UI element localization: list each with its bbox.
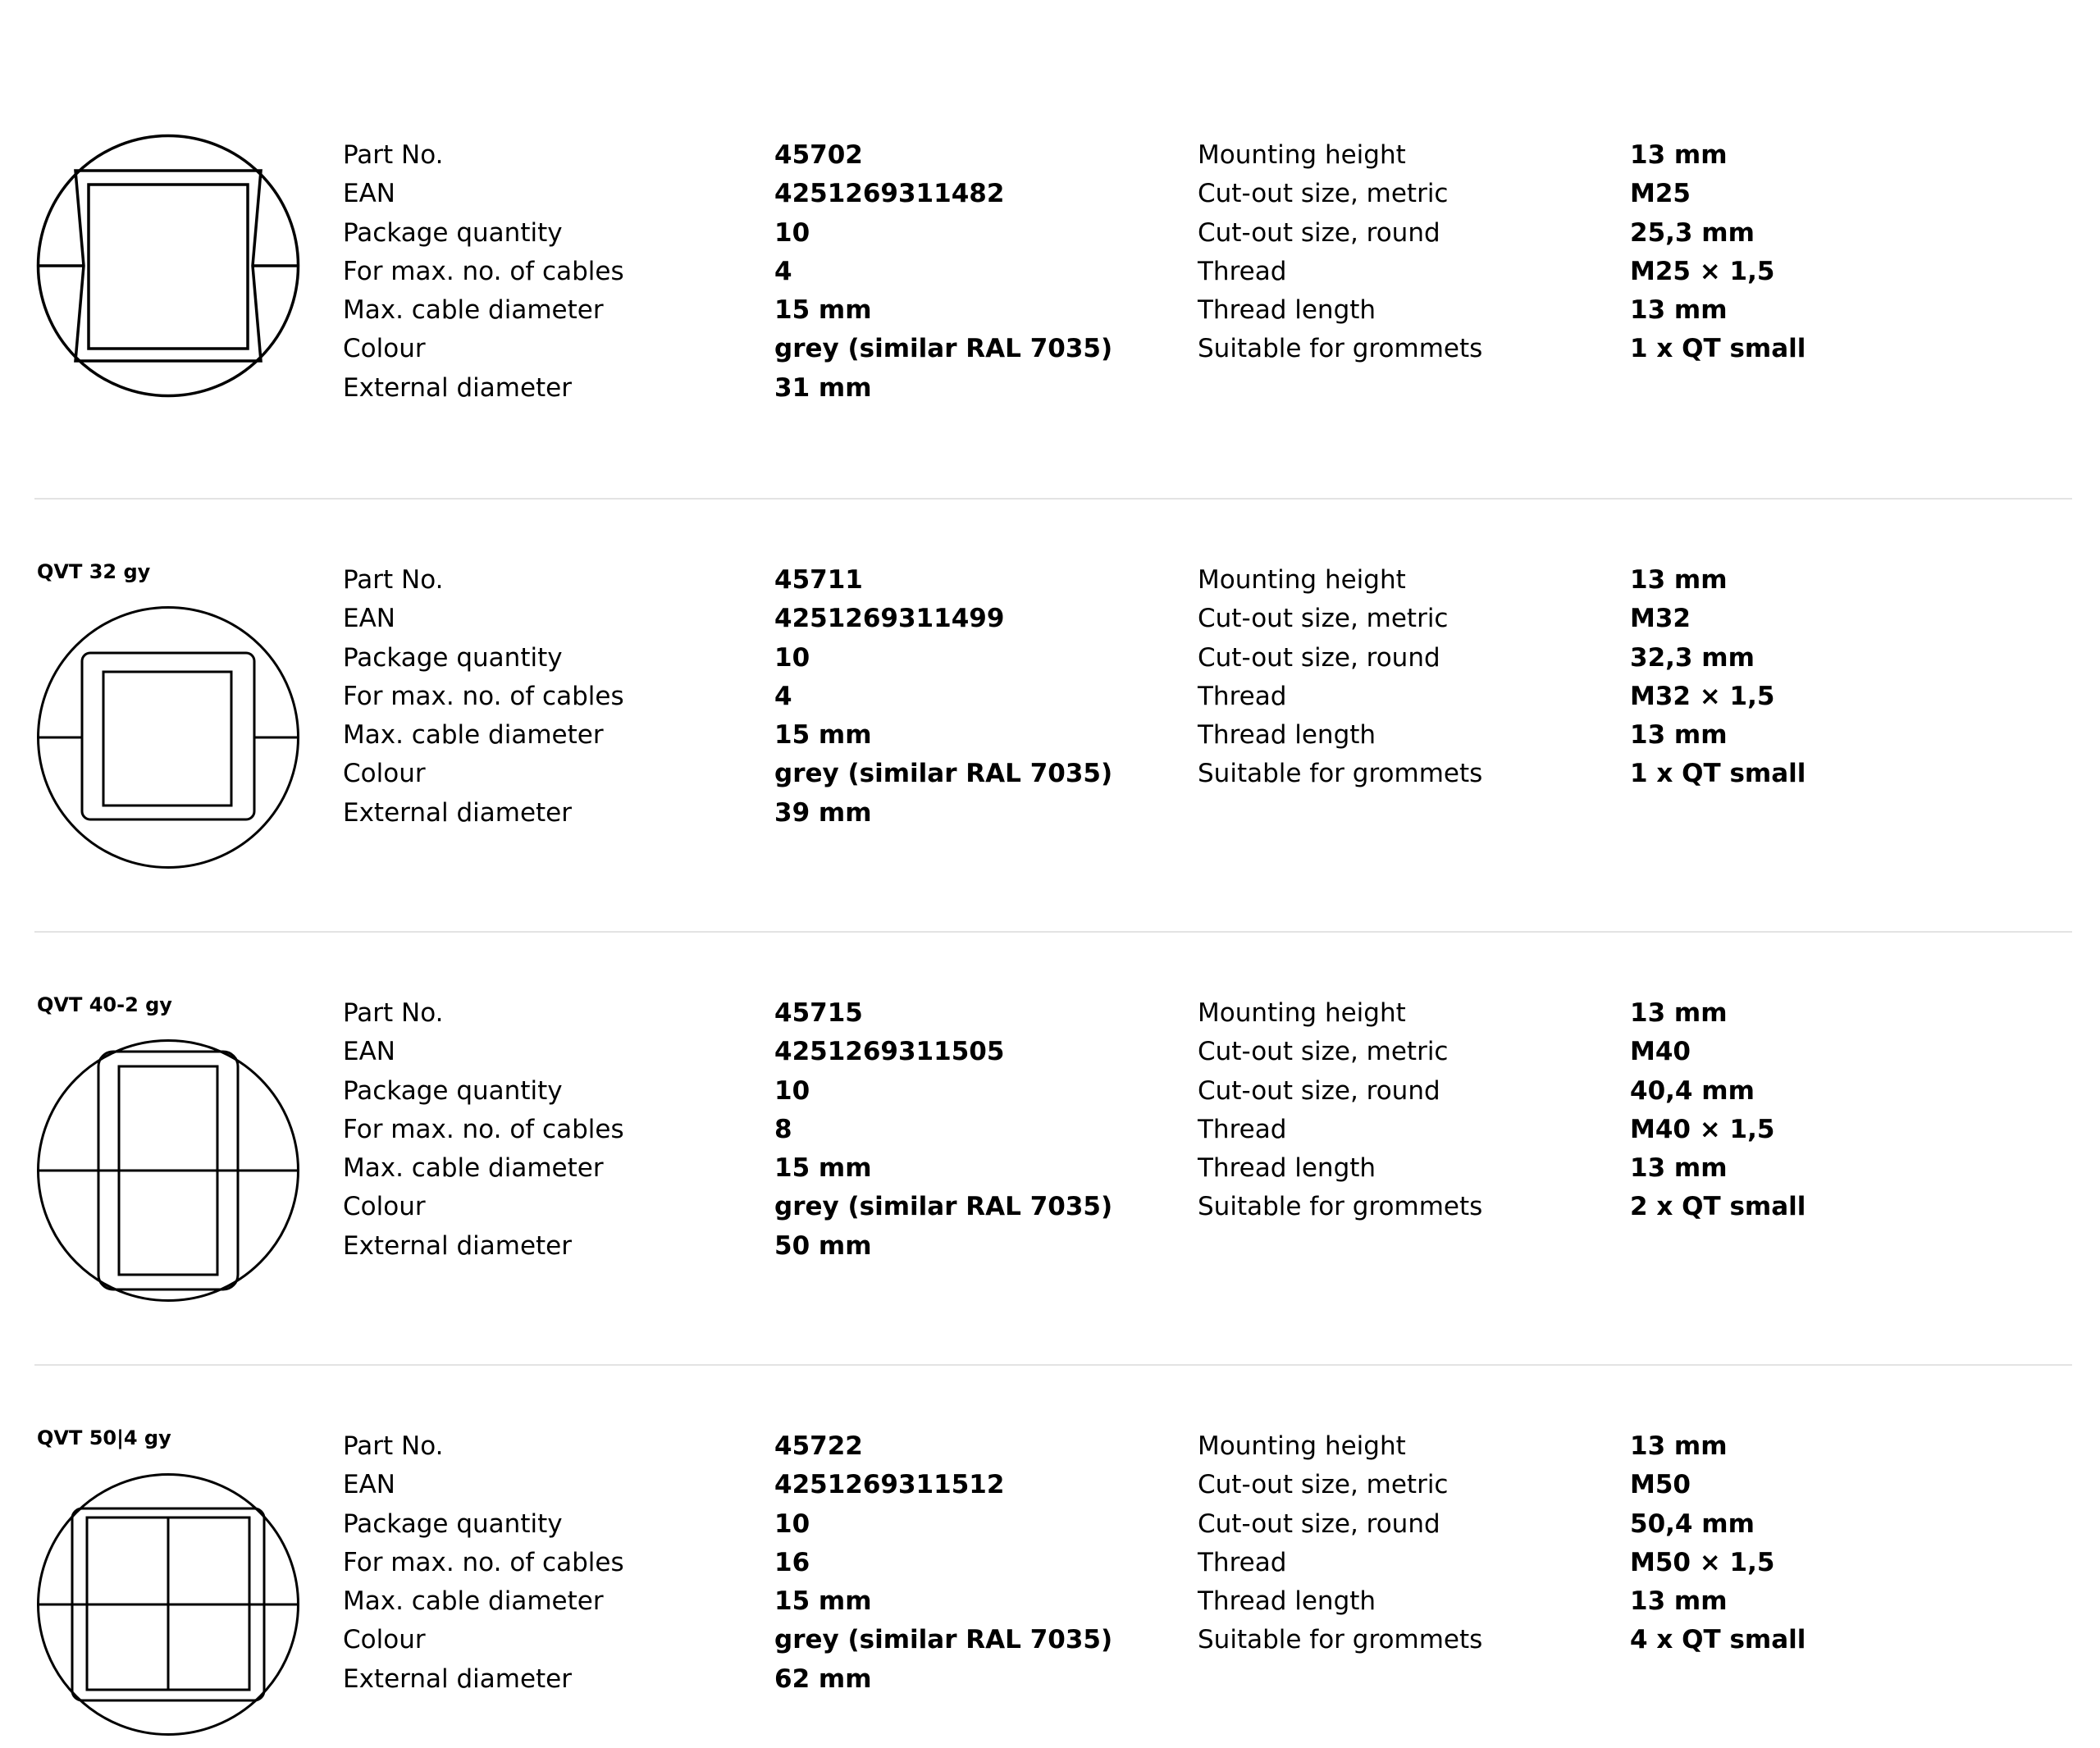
spec-label: Package quantity: [343, 642, 563, 673]
spec-label: Mounting height: [1198, 565, 1406, 595]
spec-value: M50: [1630, 1470, 1691, 1500]
spec-label: Thread: [1198, 1114, 1287, 1144]
spec-label: EAN: [343, 1470, 395, 1500]
product-drawing-icon: [36, 1038, 300, 1303]
spec-value: 13 mm: [1630, 720, 1728, 751]
spec-values-secondary: [1630, 994, 1806, 1227]
spec-value: 45702: [774, 140, 863, 170]
spec-value: 50 mm: [774, 1230, 872, 1261]
spec-values-secondary: [1630, 561, 1806, 794]
spec-label: Mounting height: [1198, 1431, 1406, 1461]
spec-value: 39 mm: [774, 797, 872, 828]
spec-label: EAN: [343, 179, 395, 209]
spec-labels-secondary: [1198, 136, 1482, 369]
spec-label: Max. cable diameter: [343, 1586, 604, 1617]
spec-value: 4251269311499: [774, 604, 1005, 634]
product-drawing-icon: [36, 134, 300, 398]
spec-value: grey (similar RAL 7035): [774, 759, 1113, 789]
spec-label: Mounting height: [1198, 998, 1406, 1028]
spec-labels-primary: [343, 1427, 624, 1699]
spec-label: Cut-out size, round: [1198, 1075, 1440, 1106]
spec-value: 15 mm: [774, 720, 872, 751]
spec-label: Cut-out size, metric: [1198, 179, 1449, 209]
spec-label: Cut-out size, round: [1198, 217, 1440, 248]
spec-label: External diameter: [343, 797, 572, 828]
spec-labels-secondary: [1198, 1427, 1482, 1660]
spec-label: Thread length: [1198, 1586, 1376, 1617]
spec-label: For max. no. of cables: [343, 1547, 624, 1577]
spec-value: 4: [774, 681, 792, 711]
spec-value: 50,4 mm: [1630, 1508, 1755, 1539]
spec-value: 4 x QT small: [1630, 1625, 1806, 1655]
spec-value: 1 x QT small: [1630, 759, 1806, 789]
spec-value: 62 mm: [774, 1664, 872, 1694]
spec-value: grey (similar RAL 7035): [774, 1625, 1113, 1655]
spec-label: Package quantity: [343, 1075, 563, 1106]
spec-label: Cut-out size, round: [1198, 642, 1440, 673]
spec-value: 31 mm: [774, 372, 872, 403]
spec-label: Colour: [343, 1192, 426, 1222]
spec-label: Suitable for grommets: [1198, 1625, 1483, 1655]
section-divider: [34, 1364, 2072, 1366]
spec-value: 13 mm: [1630, 295, 1728, 326]
spec-value: 10: [774, 1075, 810, 1106]
spec-value: 45722: [774, 1431, 863, 1461]
spec-value: 10: [774, 1508, 810, 1539]
spec-label: Thread length: [1198, 720, 1376, 751]
spec-values-primary: [774, 994, 1112, 1266]
spec-value: 13 mm: [1630, 1431, 1728, 1461]
spec-label: Max. cable diameter: [343, 295, 604, 326]
spec-label: Part No.: [343, 565, 444, 595]
spec-value: M40 × 1,5: [1630, 1114, 1775, 1144]
spec-label: Colour: [343, 759, 426, 789]
spec-value: 13 mm: [1630, 998, 1728, 1028]
spec-value: M50 × 1,5: [1630, 1547, 1775, 1577]
product-drawing-icon: [36, 1472, 300, 1737]
spec-value: M25: [1630, 179, 1691, 209]
spec-label: Colour: [343, 1625, 426, 1655]
spec-label: EAN: [343, 1037, 395, 1067]
spec-label: Max. cable diameter: [343, 720, 604, 751]
spec-label: Suitable for grommets: [1198, 1192, 1483, 1222]
spec-value: 45715: [774, 998, 863, 1028]
spec-value: 13 mm: [1630, 565, 1728, 595]
spec-value: 13 mm: [1630, 1586, 1728, 1617]
spec-value: 32,3 mm: [1630, 642, 1755, 673]
spec-value: 2 x QT small: [1630, 1192, 1806, 1222]
spec-label: Suitable for grommets: [1198, 759, 1483, 789]
spec-label: Thread length: [1198, 295, 1376, 326]
spec-value: 45711: [774, 565, 863, 595]
spec-value: 1 x QT small: [1630, 334, 1806, 364]
spec-value: 40,4 mm: [1630, 1075, 1755, 1106]
spec-value: M25 × 1,5: [1630, 256, 1775, 286]
spec-value: 8: [774, 1114, 792, 1144]
spec-value: M40: [1630, 1037, 1691, 1067]
spec-label: Thread: [1198, 256, 1287, 286]
spec-label: Mounting height: [1198, 140, 1406, 170]
spec-value: M32 × 1,5: [1630, 681, 1775, 711]
spec-values-primary: [774, 1427, 1112, 1699]
spec-label: Part No.: [343, 1431, 444, 1461]
section-divider: [34, 931, 2072, 933]
spec-label: For max. no. of cables: [343, 256, 624, 286]
spec-value: 15 mm: [774, 295, 872, 326]
spec-value: 4251269311505: [774, 1037, 1005, 1067]
spec-value: 25,3 mm: [1630, 217, 1755, 248]
spec-value: 4251269311512: [774, 1470, 1005, 1500]
spec-value: M32: [1630, 604, 1691, 634]
spec-labels-primary: [343, 136, 624, 408]
spec-value: grey (similar RAL 7035): [774, 334, 1113, 364]
spec-value: 4: [774, 256, 792, 286]
spec-label: EAN: [343, 604, 395, 634]
spec-label: Max. cable diameter: [343, 1153, 604, 1184]
spec-label: Cut-out size, metric: [1198, 604, 1449, 634]
spec-label: External diameter: [343, 1230, 572, 1261]
spec-label: Thread: [1198, 1547, 1287, 1577]
spec-labels-primary: [343, 561, 624, 833]
spec-label: For max. no. of cables: [343, 1114, 624, 1144]
spec-label: Package quantity: [343, 217, 563, 248]
spec-value: 16: [774, 1547, 810, 1577]
spec-value: 13 mm: [1630, 1153, 1728, 1184]
spec-value: 15 mm: [774, 1153, 872, 1184]
spec-labels-secondary: [1198, 994, 1482, 1227]
spec-label: Cut-out size, metric: [1198, 1037, 1449, 1067]
spec-values-secondary: [1630, 136, 1806, 369]
spec-value: 4251269311482: [774, 179, 1005, 209]
spec-label: Thread: [1198, 681, 1287, 711]
spec-labels-primary: [343, 994, 624, 1266]
spec-values-primary: [774, 561, 1112, 833]
spec-label: For max. no. of cables: [343, 681, 624, 711]
spec-label: Cut-out size, round: [1198, 1508, 1440, 1539]
product-title: QVT 50|4 gy: [37, 1426, 171, 1449]
spec-label: External diameter: [343, 372, 572, 403]
spec-label: Suitable for grommets: [1198, 334, 1483, 364]
product-drawing-icon: [36, 605, 300, 869]
spec-value: 13 mm: [1630, 140, 1728, 170]
product-title: QVT 40-2 gy: [37, 993, 172, 1016]
spec-label: Part No.: [343, 140, 444, 170]
spec-values-primary: [774, 136, 1112, 408]
spec-value: grey (similar RAL 7035): [774, 1192, 1113, 1222]
spec-value: 15 mm: [774, 1586, 872, 1617]
spec-label: Thread length: [1198, 1153, 1376, 1184]
spec-values-secondary: [1630, 1427, 1806, 1660]
spec-label: External diameter: [343, 1664, 572, 1694]
spec-value: 10: [774, 642, 810, 673]
spec-labels-secondary: [1198, 561, 1482, 794]
spec-label: Package quantity: [343, 1508, 563, 1539]
section-divider: [34, 498, 2072, 500]
spec-label: Colour: [343, 334, 426, 364]
product-title: QVT 32 gy: [37, 560, 151, 583]
spec-value: 10: [774, 217, 810, 248]
spec-label: Part No.: [343, 998, 444, 1028]
spec-label: Cut-out size, metric: [1198, 1470, 1449, 1500]
